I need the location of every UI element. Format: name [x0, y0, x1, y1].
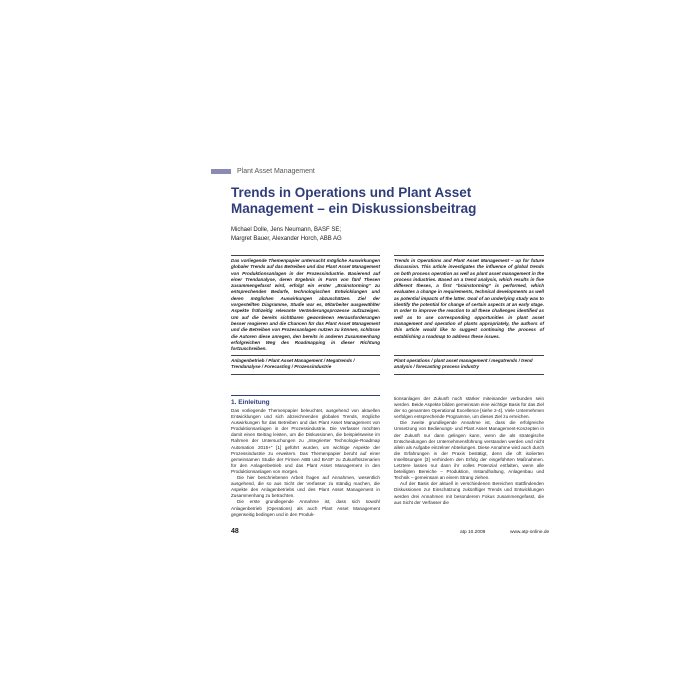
body-column-left [231, 408, 380, 518]
section-tag-label: Plant Asset Management [237, 168, 315, 175]
abstract-top-rule-de [231, 255, 380, 256]
magazine-url: www.atp-online.de [510, 530, 550, 535]
keywords-bottom-rule-de [231, 374, 380, 375]
body-paragraph: Das vorliegende Themenpapier beleuchtet, ausgehend von aktuellen Entwicklungen und sich abzeichnenden globalen Trends, mögliche Auswirkungen für das Betreiben und das Plant Asset Management von Produktionsanlagen in der Prozessindustrie. Die Verfasser möchten damit einen Beitrag leisten, um die Diskussionen, die beispielsweise im Rahmen der Untersuchungen zu „Integrierter Technologie-Roadmap Automation 2015+“ [1] geführt wurden, um wichtige Aspekte der Prozessindustrie zu erweitern. Das Themenpapier beruht auf einer gemeinsamen Studie der Firmen ABB und BASF zu Zukunftsszenarien für den Anlagenbetrieb und das Plant Asset Management in den Produktionsanlagen von morgen. [231, 408, 380, 474]
keywords-german: Anlagenbetrieb / Plant Asset Management / Megatrends / Trendanalyse / Forecasting / Prozessindustrie [231, 358, 355, 370]
author-line-2: Margret Bauer, Alexander Horch, ABB AG [231, 235, 342, 242]
body-paragraph: Die zweite grundlegende Annahme ist, dass die erfolgreiche Umsetzung von Bedienungs- und Plant Asset Management-Konzepten in der Zukunft nur dann gelingen kann, wenn die als strategische Entscheidungen der Unternehmensführung verstanden werden und nicht allein als Aufgabe einzelner Abteilungen. Diese Annahme wird auch durch die Erfahrungen in der Praxis bestätigt, denn die oft isolierten Insellösungen [3] verhindern den Erfolg der eingeführten Maßnahmen. Letztere lassen nur dann ihr volles Potenzial entfalten, wenn alle beteiligten Bereiche – Produktion, Instandhaltung, Anlagenbau und Technik – gemeinsam an einem Strang ziehen. [394, 420, 544, 481]
author-block [231, 226, 561, 243]
abstract-english: Trends in Operations and Plant Asset Management – up for future discussion. This article investigates the influence of global trends on both process operation as well as plant asset management in the process industries. Based on a trend analysis, which results in five different theses, a first “brainstorming” is performed, which evaluates a change in requirements, technical developments as well as potential impacts of the latter. Goal of an underlying study was to identify the potential for change of certain aspects at an early stage. In order to improve the reaction to all these challenges identified as well as to use corresponding opportunities in plant asset management and operation of plants appropriately, the authors of this article would like to suggest continuing the process of establishing a roadmap to address these issues. [394, 258, 544, 339]
abstract-german: Das vorliegende Themenpapier untersucht mögliche Auswirkungen globaler Trends auf das Betreiben und das Plant Asset Management von Produktionsanlagen in der Prozessindustrie. Basierend auf einer Trendanalyse, deren Ergebnis in Form von fünf Thesen zusammengefasst wird, erfolgt ein erster „Brainstorming“ zu entsprechenden Bedarfe, technologischen Entwicklungen und deren möglichen Auswirkungen abzuschätzen. Ziel der vorgestellten Diagramme, Studie war es, Mitarbeiter ausgewählter Aspekte frühzeitig relevante Veränderungsprozesse aufzuzeigen. Um auf die bereits sichtbaren gewordenen Herausforderungen besser reagieren und die Chancen für das Plant Asset Management und die Betreiben von Prozessanlagen nutzen zu können, schlüsse die Autoren diese anregen, den bereits in anderen Zusammenhang erfolgreichen Weg des Roadmapping in dieser Richtung fortzuschreiben. [231, 258, 380, 352]
heading-rule [231, 395, 380, 396]
section-heading: 1. Einleitung [231, 399, 270, 406]
keywords-rule-de [231, 355, 380, 356]
body-paragraph: Die erste grundlegende Annahme ist, dass sich sowohl Anlagenbetrieb (Operations) als auch Plant Asset Management gegenseitig bedingen und in den Produk- [231, 499, 380, 517]
author-line-1: Michael Dolle, Jens Neumann, BASF SE; [231, 227, 342, 233]
title-line-1: Trends in Operations und Plant Asset [231, 185, 472, 200]
title-line-2: Management – ein Diskussionsbeitrag [231, 201, 477, 216]
keywords-english: Plant operations / plant asset management / megatrends / trend analysis / forecasting process industry [394, 358, 533, 370]
body-column-right [394, 396, 544, 506]
section-tag-bar [211, 169, 231, 174]
section-tag [211, 168, 315, 175]
page-number: 48 [231, 528, 239, 535]
keywords-bottom-rule-en [394, 374, 544, 375]
magazine-issue: atp 10.2008 [460, 530, 486, 535]
keywords-rule-en [394, 355, 544, 356]
body-paragraph: Die hier beschriebenen Arbeit fragen auf Annahmen, wesentlich ausgehend, die so aus Sicht der Verfasser zu ständig machen, die Aspekte des Anlagenbetriebs und des Plant Asset Management in Zusammenhang zu betrachten. [231, 475, 380, 499]
body-paragraph: tionsanlagen der Zukunft noch stärker miteinander verbunden sein werden. Beide Aspekte bilden gemeinsam eine wichtige Basis für das Ziel der so genannten Operational Excellence [siehe 2-4]. Viele Unternehmen verfolgen entsprechende Programme, um dieses Ziel zu erreichen. [394, 396, 544, 420]
body-paragraph: Auf der Basis der aktuell in verschiedenen Bereichen stattfindenden Diskussionen zur Einschätzung zukünftiger Trends und Entwicklungen werden drei Annahmen mit besonderem Fokus zusammengefasst, die aus Sicht der Verfasser die [394, 481, 544, 505]
abstract-top-rule-en [394, 255, 544, 256]
article-title [231, 185, 561, 217]
